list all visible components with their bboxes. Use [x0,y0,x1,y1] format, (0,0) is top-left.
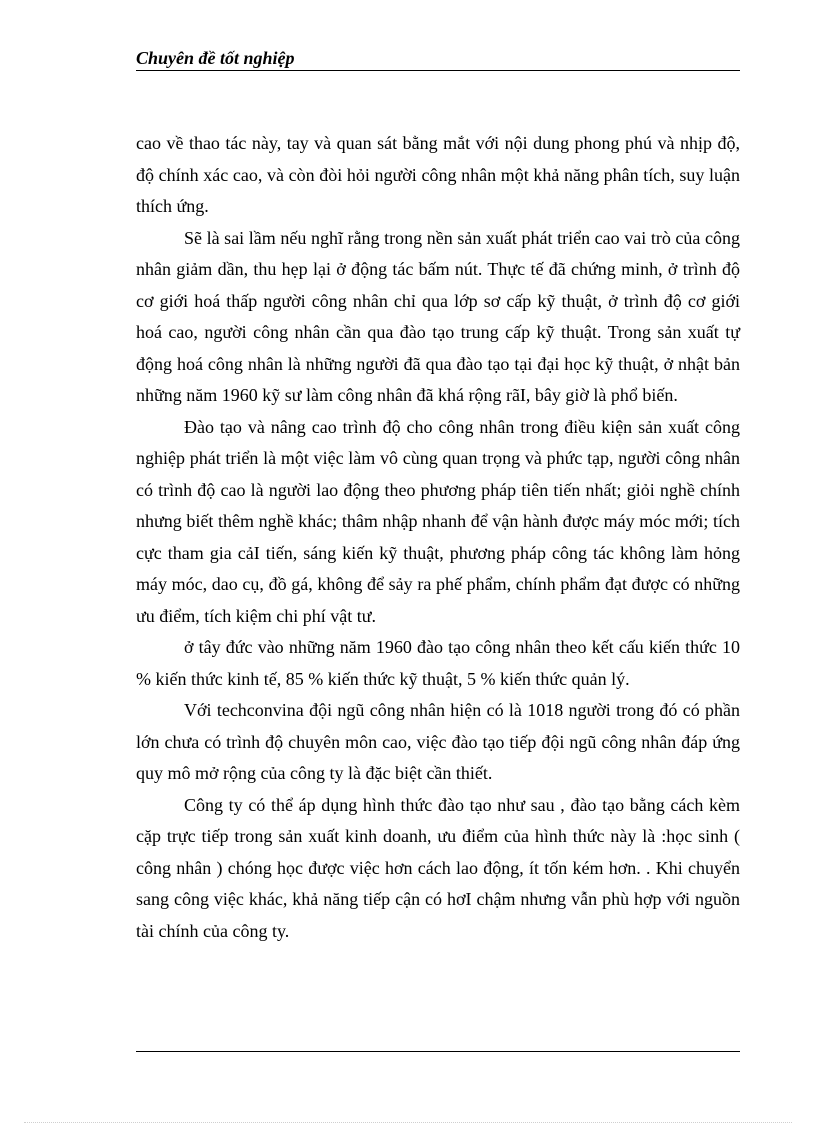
paragraph-3: Đào tạo và nâng cao trình độ cho công nhân trong điều kiện sản xuất công nghiệp phát triển là một việc làm vô cùng quan trọng và phức tạp, người công nhân có trình độ cao là người lao động theo phương pháp tiên tiến nhất; giỏi nghề chính nhưng biết thêm nghề khác; thâm nhập nhanh để vận hành được máy móc mới; tích cực tham gia cảI tiến, sáng kiến kỹ thuật, phương pháp công tác không làm hỏng máy móc, dao cụ, đồ gá, không để sảy ra phế phẩm, chính phẩm đạt được có những ưu điểm, tích kiệm chi phí vật tư. [136,416,740,626]
header-divider [136,70,740,71]
paragraph-1: cao về thao tác này, tay và quan sát bằng mắt với nội dung phong phú và nhịp độ, độ chính xác cao, và còn đòi hỏi người công nhân một khả năng phân tích, suy luận thích ứng. [136,133,740,216]
paragraph-2: Sẽ là sai lầm nếu nghĩ rằng trong nền sản xuất phát triển cao vai trò của công nhân giảm dần, thu hẹp lại ở động tác bấm nút. Thực tế đã chứng minh, ở trình độ cơ giới hoá thấp người công nhân chỉ qua lớp sơ cấp kỹ thuật, ở trình độ cơ giới hoá cao, người công nhân cần qua đào tạo trung cấp kỹ thuật. Trong sản xuất tự động hoá công nhân là những người đã qua đào tạo tại đại học kỹ thuật, ở nhật bản những năm 1960 kỹ sư làm công nhân đã khá rộng rãI, bây giờ là phổ biến. [136,227,740,405]
paragraph-5: Với techconvina đội ngũ công nhân hiện có là 1018 người trong đó có phần lớn chưa có trình độ chuyên môn cao, việc đào tạo tiếp đội ngũ công nhân đáp ứng quy mô mở rộng của công ty là đặc biệt cần thiết. [136,700,740,783]
paragraph-4: ở tây đức vào những năm 1960 đào tạo công nhân theo kết cấu kiến thức 10 % kiến thức kinh tế, 85 % kiến thức kỹ thuật, 5 % kiến thức quản lý. [136,637,740,689]
document-body [136,128,740,947]
paragraph-6: Công ty có thể áp dụng hình thức đào tạo như sau , đào tạo bằng cách kèm cặp trực tiếp trong sản xuất kinh doanh, ưu điểm của hình thức này là :học sinh ( công nhân ) chóng học được việc hơn cách lao động, ít tốn kém hơn. . Khi chuyển sang công việc khác, khả năng tiếp cận có hơI chậm nhưng vẫn phù hợp với nguồn tài chính của công ty. [136,794,740,941]
header-title: Chuyên đề tốt nghiệp [136,48,295,68]
footer-divider [136,1051,740,1052]
